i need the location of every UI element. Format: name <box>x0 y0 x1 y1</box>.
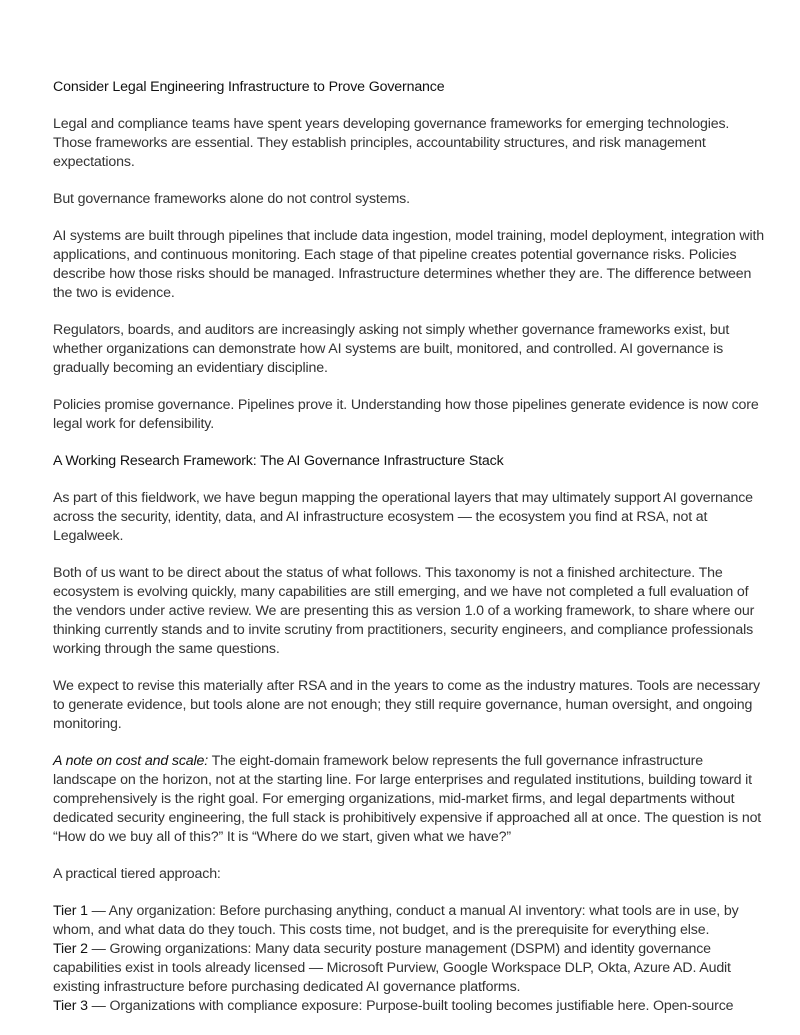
cost-note-paragraph <box>53 752 765 847</box>
article-body <box>53 78 765 1016</box>
paragraph: Policies promise governance. Pipelines prove it. Understanding how those pipelines generate evidence is now core legal work for defensibility. <box>53 397 759 432</box>
tier-item <box>53 902 765 940</box>
paragraph: We expect to revise this materially after RSA and in the years to come as the industry matures. Tools are necessary to generate evidence, but tools alone are not enough; they still require governance, human oversight, and ongoing monitoring. <box>53 678 760 732</box>
tier-item <box>53 940 765 997</box>
tier-label: Tier 2 <box>53 941 88 957</box>
paragraph: AI systems are built through pipelines that include data ingestion, model training, model deployment, integration with applications, and continuous monitoring. Each stage of that pipeline creates potential governance risks. Policies describe how those risks should be managed. Infrastructure determines whether they are. The difference between the two is evidence. <box>53 228 765 301</box>
cost-note-label: A note on cost and scale: <box>53 753 209 769</box>
tier-label: Tier 3 <box>53 998 88 1014</box>
paragraph: As part of this fieldwork, we have begun mapping the operational layers that may ultimately support AI governance across the security, identity, data, and AI infrastructure ecosystem — the ecosystem you find at RSA, not at Legalweek. <box>53 490 753 544</box>
tier-text: — Organizations with compliance exposure: Purpose-built tooling becomes justifiable here. Open-source <box>87 998 734 1014</box>
section-heading: Consider Legal Engineering Infrastructure to Prove Governance <box>53 79 445 95</box>
paragraph: Legal and compliance teams have spent years developing governance frameworks for emerging technologies. Those frameworks are essential. They establish principles, accountability structures, and risk management expectations. <box>53 116 730 170</box>
tier-text: — Any organization: Before purchasing anything, conduct a manual AI inventory: what tools are in use, by whom, and what data do they touch. This costs time, not budget, and is the prerequisite for everything else. <box>53 903 739 938</box>
cost-note-text: The eight-domain framework below represents the full governance infrastructure landscape on the horizon, not at the starting line. For large enterprises and regulated institutions, building toward it comprehensively is the right goal. For emerging organizations, mid-market firms, and legal departments without dedicated security engineering, the full stack is prohibitively expensive if approached all at once. The question is not “How do we buy all of this?” It is “Where do we start, given what we have?” <box>53 753 762 845</box>
tier-label: Tier 1 <box>53 903 88 919</box>
tier-text: — Growing organizations: Many data security posture management (DSPM) and identity governance capabilities exist in tools already licensed — Microsoft Purview, Google Workspace DLP, Okta, Azure AD. Audit existing infrastructure before purchasing dedicated AI governance platforms. <box>53 941 731 995</box>
paragraph: Regulators, boards, and auditors are increasingly asking not simply whether governance frameworks exist, but whether organizations can demonstrate how AI systems are built, monitored, and controlled. AI governance is gradually becoming an evidentiary discipline. <box>53 322 730 376</box>
paragraph: Both of us want to be direct about the status of what follows. This taxonomy is not a finished architecture. The ecosystem is evolving quickly, many capabilities are still emerging, and we have not completed a full evaluation of the vendors under active review. We are presenting this as version 1.0 of a working framework, to share where our thinking currently stands and to invite scrutiny from practitioners, security engineers, and compliance professionals working through the same questions. <box>53 565 755 657</box>
tier-item <box>53 997 765 1016</box>
section-heading: A Working Research Framework: The AI Governance Infrastructure Stack <box>53 453 504 469</box>
tier-list <box>53 902 765 1016</box>
paragraph: But governance frameworks alone do not control systems. <box>53 191 410 207</box>
tiers-intro: A practical tiered approach: <box>53 866 221 882</box>
